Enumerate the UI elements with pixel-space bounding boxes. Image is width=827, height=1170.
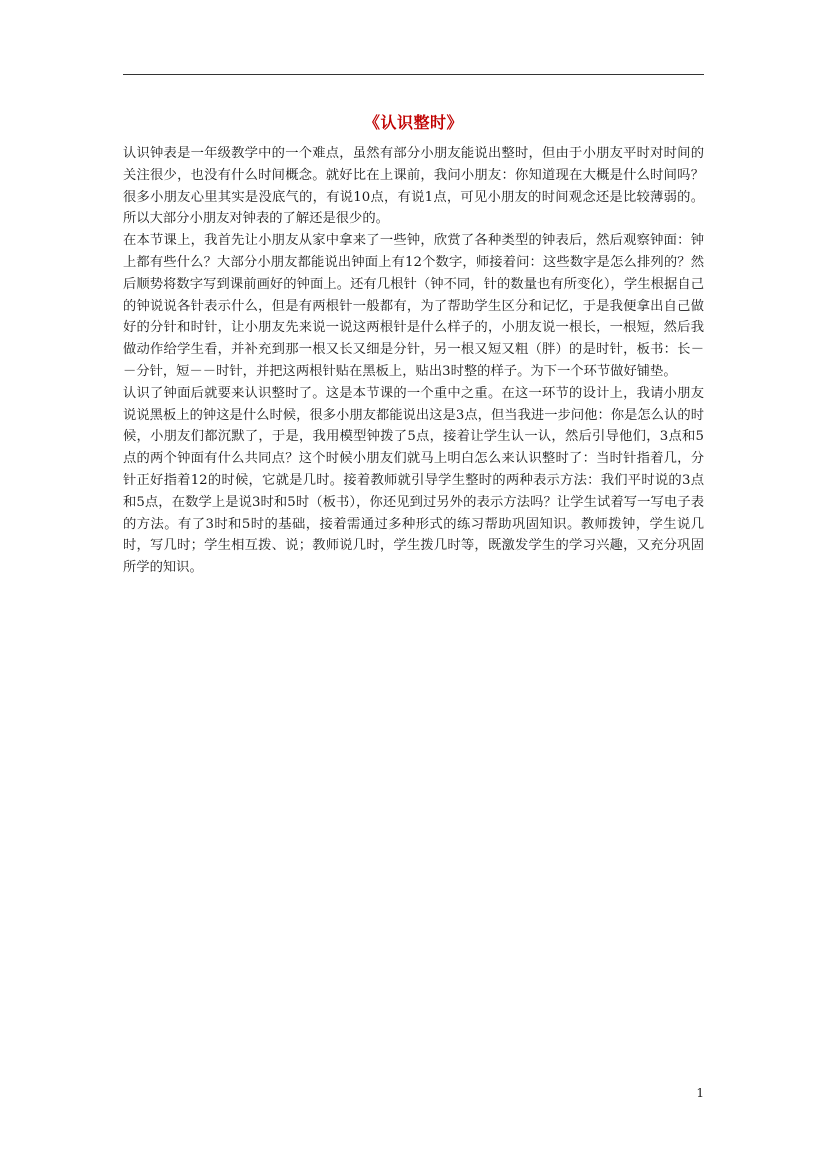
document-body — [123, 143, 704, 579]
paragraph-intro: 认识钟表是一年级教学中的一个难点，虽然有部分小朋友能说出整时，但由于小朋友平时对时间的关注很少，也没有什么时间概念。就好比在上课前，我问小朋友：你知道现在大概是什么时间吗？很多小朋友心里其实是没底气的，有说10点，有说1点，可见小朋友的时间观念还是比较薄弱的。所以大部分小朋友对钟表的了解还是很少的。 — [123, 146, 704, 227]
document-title: 《认识整时》 — [363, 113, 463, 132]
page-number: 1 — [696, 1086, 704, 1100]
header-rule — [123, 74, 704, 75]
paragraph-whole-hour: 认识了钟面后就要来认识整时了。这是本节课的一个重中之重。在这一环节的设计上，我请小朋友说说黑板上的钟这是什么时候，很多小朋友都能说出这是3点，但当我进一步问他：你是怎么认的时候，小朋友们都沉默了，于是，我用模型钟拨了5点，接着让学生认一认，然后引导他们，3点和5点的两个钟面有什么共同点？这个时候小朋友们就马上明白怎么来认识整时了：当时针指着几，分针正好指着12的时候，它就是几时。接着教师就引导学生整时的两种表示方法：我们平时说的3点和5点，在数学上是说3时和5时（板书），你还见到过另外的表示方法吗？让学生试着写一写电子表的方法。有了3时和5时的基础，接着需通过多种形式的练习帮助巩固知识。教师拨钟，学生说几时，写几时；学生相互拨、说；教师说几时，学生拨几时等，既激发学生的学习兴趣，又充分巩固所学的知识。 — [123, 385, 704, 576]
paragraph-clock-face: 在本节课上，我首先让小朋友从家中拿来了一些钟，欣赏了各种类型的钟表后，然后观察钟面：钟上都有些什么？大部分小朋友都能说出钟面上有12个数字，师接着问：这些数字是怎么排列的？然后顺势将数字写到课前画好的钟面上。还有几根针（钟不同，针的数量也有所变化），学生根据自己的钟说说各针表示什么，但是有两根针一般都有，为了帮助学生区分和记忆，于是我便拿出自己做好的分针和时针，让小朋友先来说一说这两根针是什么样子的，小朋友说一根长，一根短，然后我做动作给学生看，并补充到那一根又长又细是分针，另一根又短又粗（胖）的是时针，板书：长－－分针，短－－时针，并把这两根针贴在黑板上，贴出3时整的样子。为下一个环节做好铺垫。 — [123, 233, 704, 379]
